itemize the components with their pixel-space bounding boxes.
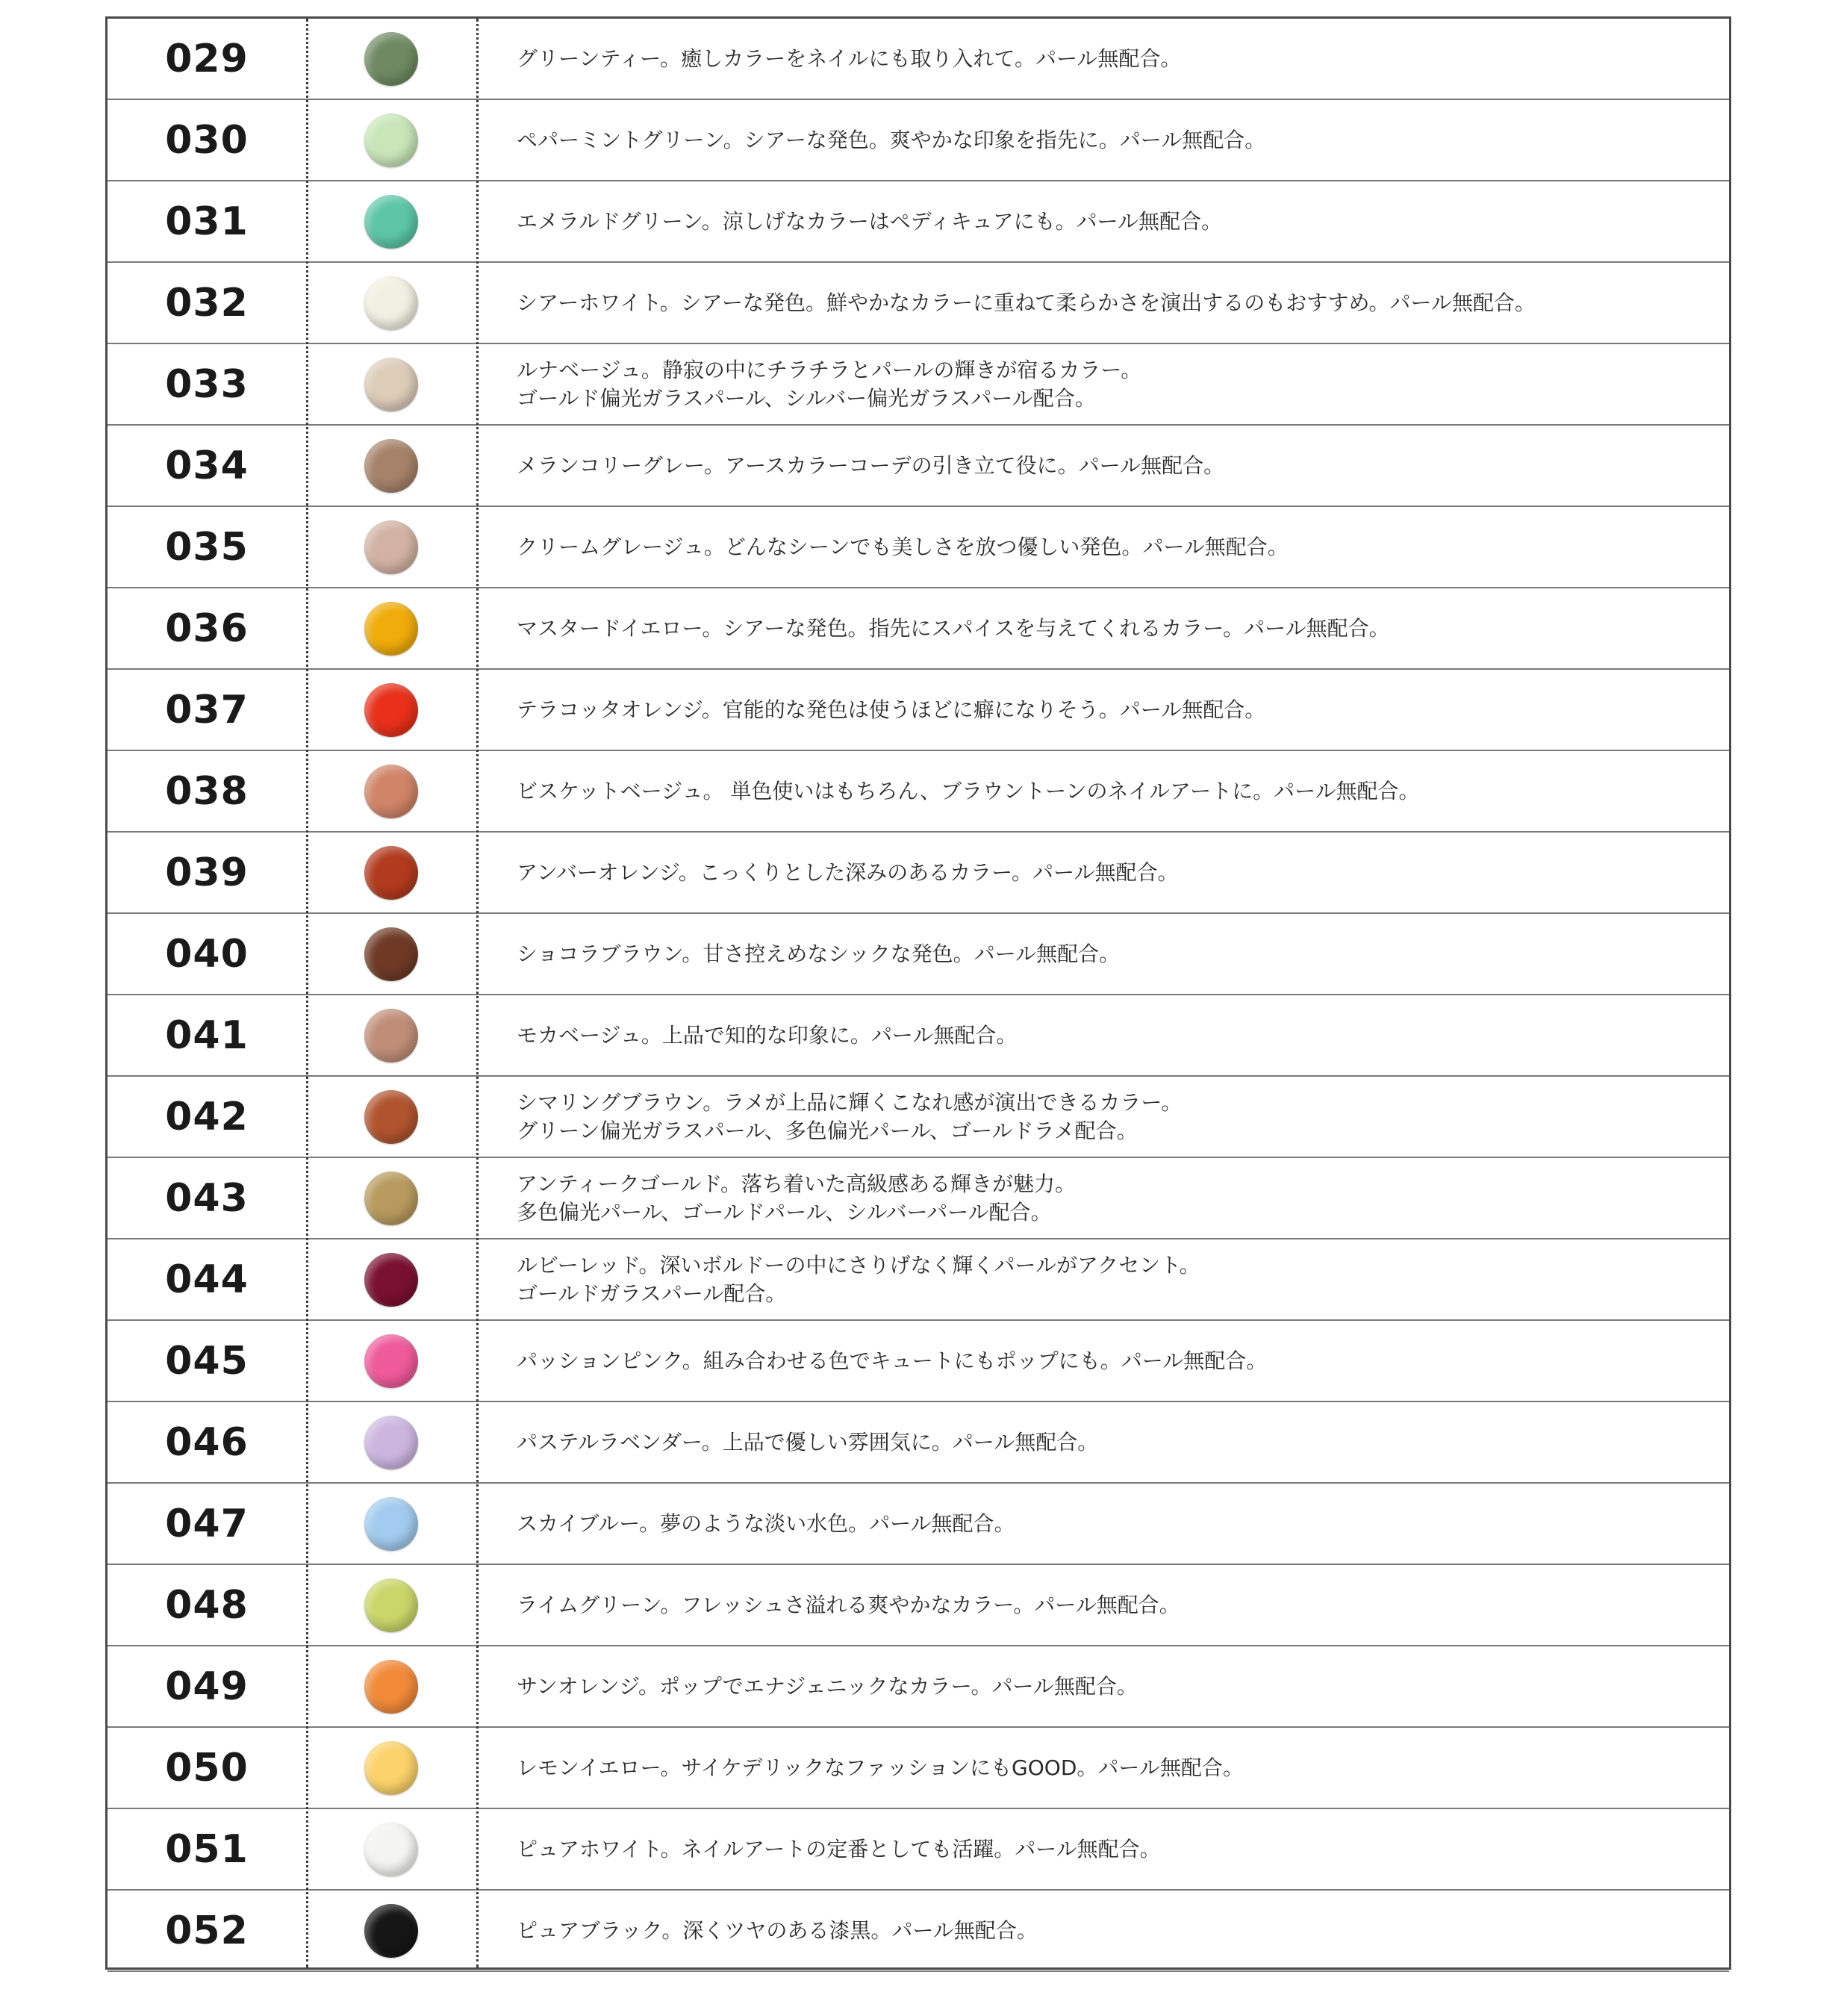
color-description: [517, 914, 1714, 994]
swatch-cell: [306, 1077, 476, 1157]
description-line: テラコッタオレンジ。官能的な発色は使うほどに癖になりそう。パール無配合。: [517, 697, 1266, 722]
color-description: [517, 1484, 1714, 1564]
swatch-cell: [306, 181, 476, 261]
color-code: 041: [165, 1012, 249, 1058]
color-description: [517, 1891, 1714, 1970]
color-code: 036: [165, 606, 249, 651]
table-row: [108, 670, 1729, 751]
color-swatch: [364, 1660, 418, 1714]
description-line: ライムグリーン。フレッシュさ溢れる爽やかなカラー。パール無配合。: [517, 1592, 1180, 1617]
description-line: ゴールド偏光ガラスパール、シルバー偏光ガラスパール配合。: [517, 385, 1096, 411]
color-description: [517, 263, 1714, 343]
swatch-cell: [306, 995, 476, 1075]
color-code: 034: [165, 443, 249, 488]
swatch-cell: [306, 100, 476, 180]
column-divider-left: [306, 19, 308, 1967]
color-swatch: [364, 195, 418, 249]
color-description: [517, 1809, 1714, 1889]
color-swatch: [364, 1090, 418, 1144]
color-description: [517, 100, 1714, 180]
swatch-cell: [306, 914, 476, 994]
color-swatch: [364, 1009, 418, 1063]
color-description: [517, 751, 1714, 831]
description-line: パッションピンク。組み合わせる色でキュートにもポップにも。パール無配合。: [517, 1348, 1268, 1373]
description-line: ルビーレッド。深いボルドーの中にさりげなく輝くパールがアクセント。: [517, 1252, 1200, 1278]
swatch-cell: [306, 263, 476, 343]
swatch-cell: [306, 1809, 476, 1889]
description-line: スカイブルー。夢のような淡い水色。パール無配合。: [517, 1511, 1015, 1536]
table-row: [108, 1891, 1729, 1972]
table-row: [108, 1321, 1729, 1402]
color-swatch: [364, 276, 418, 330]
swatch-cell: [306, 1646, 476, 1726]
swatch-cell: [306, 1484, 476, 1564]
color-code: 048: [165, 1582, 249, 1628]
color-code: 040: [165, 931, 249, 977]
color-code: 039: [165, 850, 249, 895]
swatch-cell: [306, 1239, 476, 1319]
swatch-cell: [306, 19, 476, 99]
color-code: 038: [165, 768, 249, 814]
table-row: [108, 1646, 1729, 1728]
color-description: [517, 1321, 1714, 1401]
description-line: ゴールドガラスパール配合。: [517, 1281, 787, 1306]
swatch-cell: [306, 426, 476, 505]
color-swatch: [364, 1172, 418, 1225]
color-swatch: [364, 1416, 418, 1469]
color-code: 033: [165, 361, 249, 407]
color-code: 047: [165, 1501, 249, 1546]
table-row: [108, 1728, 1729, 1809]
table-row: [108, 263, 1729, 344]
table-row: [108, 1809, 1729, 1891]
table-row: [108, 1239, 1729, 1321]
color-code: 031: [165, 199, 249, 244]
table-row: [108, 995, 1729, 1077]
description-line: パステルラベンダー。上品で優しい雰囲気に。パール無配合。: [517, 1429, 1099, 1455]
swatch-cell: [306, 670, 476, 750]
color-code: 049: [165, 1664, 249, 1709]
color-swatch: [364, 358, 418, 411]
color-swatch: [364, 32, 418, 86]
color-code: 046: [165, 1419, 249, 1465]
swatch-cell: [306, 751, 476, 831]
description-line: ペパーミントグリーン。シアーな発色。爽やかな印象を指先に。パール無配合。: [517, 127, 1266, 152]
color-code: 037: [165, 687, 249, 732]
description-line: 多色偏光パール、ゴールドパール、シルバーパール配合。: [517, 1199, 1052, 1225]
swatch-cell: [306, 1158, 476, 1238]
color-description: [517, 1158, 1714, 1238]
color-swatch: [364, 1253, 418, 1307]
table-row: [108, 588, 1729, 670]
description-line: モカベージュ。上品で知的な印象に。パール無配合。: [517, 1022, 1018, 1048]
table-row: [108, 100, 1729, 181]
swatch-cell: [306, 344, 476, 424]
color-swatch: [364, 1904, 418, 1958]
color-swatch: [364, 1334, 418, 1388]
description-line: シマリングブラウン。ラメが上品に輝くこなれ感が演出できるカラー。: [517, 1089, 1183, 1115]
color-description: [517, 1565, 1714, 1645]
table-row: [108, 1077, 1729, 1158]
color-code: 030: [165, 117, 249, 163]
color-description: [517, 588, 1714, 668]
description-line: グリーン偏光ガラスパール、多色偏光パール、ゴールドラメ配合。: [517, 1118, 1138, 1143]
description-line: メランコリーグレー。アースカラーコーデの引き立て役に。パール無配合。: [517, 452, 1225, 478]
color-swatch: [364, 927, 418, 981]
description-line: ピュアホワイト。ネイルアートの定番としても活躍。パール無配合。: [517, 1836, 1161, 1861]
color-code: 044: [165, 1257, 249, 1302]
color-code: 050: [165, 1745, 249, 1791]
description-line: マスタードイエロー。シアーな発色。指先にスパイスを与えてくれるカラー。パール無配合。: [517, 615, 1390, 641]
swatch-cell: [306, 833, 476, 912]
description-line: ピュアブラック。深くツヤのある漆黒。パール無配合。: [517, 1917, 1038, 1943]
color-code: 051: [165, 1826, 249, 1872]
color-description: [517, 1402, 1714, 1482]
description-line: ショコラブラウン。甘さ控えめなシックな発色。パール無配合。: [517, 941, 1121, 966]
table-row: [108, 914, 1729, 995]
color-swatch: [364, 439, 418, 493]
table-row: [108, 507, 1729, 588]
color-code: 045: [165, 1338, 249, 1384]
description-line: グリーンティー。癒しカラーをネイルにも取り入れて。パール無配合。: [517, 46, 1182, 71]
table-row: [108, 181, 1729, 263]
swatch-cell: [306, 1565, 476, 1645]
swatch-cell: [306, 1402, 476, 1482]
swatch-cell: [306, 1891, 476, 1970]
color-code: 042: [165, 1094, 249, 1139]
color-code: 052: [165, 1908, 249, 1953]
color-swatch: [364, 765, 418, 818]
table-row: [108, 1484, 1729, 1565]
description-line: アンバーオレンジ。こっくりとした深みのあるカラー。パール無配合。: [517, 859, 1179, 885]
swatch-cell: [306, 1728, 476, 1808]
description-line: クリームグレージュ。どんなシーンでも美しさを放つ優しい発色。パール無配合。: [517, 534, 1289, 559]
color-description: [517, 833, 1714, 912]
color-chart-table: [105, 16, 1731, 1970]
color-swatch: [364, 1497, 418, 1551]
color-description: [517, 995, 1714, 1075]
color-swatch: [364, 1578, 418, 1632]
color-swatch: [364, 1823, 418, 1876]
color-swatch: [364, 846, 418, 900]
color-description: [517, 19, 1714, 99]
color-code: 029: [165, 36, 249, 81]
color-description: [517, 1646, 1714, 1726]
color-description: [517, 1077, 1714, 1157]
table-row: [108, 1158, 1729, 1239]
description-line: ビスケットベージュ。 単色使いはもちろん、ブラウントーンのネイルアートに。パール無配合。: [517, 778, 1420, 803]
color-description: [517, 344, 1714, 424]
color-swatch: [364, 683, 418, 737]
description-line: エメラルドグリーン。涼しげなカラーはペディキュアにも。パール無配合。: [517, 208, 1223, 234]
color-swatch: [364, 602, 418, 656]
table-row: [108, 1402, 1729, 1484]
table-row: [108, 833, 1729, 914]
color-code: 032: [165, 280, 249, 326]
description-line: レモンイエロー。サイケデリックなファッションにもGOOD。パール無配合。: [517, 1755, 1244, 1780]
description-line: アンティークゴールド。落ち着いた高級感ある輝きが魅力。: [517, 1171, 1077, 1196]
table-row: [108, 344, 1729, 426]
description-line: シアーホワイト。シアーな発色。鮮やかなカラーに重ねて柔らかさを演出するのもおすすめ。パール無配合。: [517, 290, 1536, 315]
color-swatch: [364, 113, 418, 167]
color-description: [517, 181, 1714, 261]
table-row: [108, 751, 1729, 833]
swatch-cell: [306, 588, 476, 668]
color-code: 035: [165, 524, 249, 570]
swatch-cell: [306, 507, 476, 587]
color-swatch: [364, 1741, 418, 1795]
color-description: [517, 426, 1714, 505]
color-description: [517, 507, 1714, 587]
table-row: [108, 19, 1729, 100]
description-line: ルナベージュ。静寂の中にチラチラとパールの輝きが宿るカラー。: [517, 357, 1142, 382]
table-row: [108, 1565, 1729, 1646]
color-code: 043: [165, 1175, 249, 1221]
color-description: [517, 670, 1714, 750]
color-description: [517, 1728, 1714, 1808]
color-description: [517, 1239, 1714, 1319]
swatch-cell: [306, 1321, 476, 1401]
color-swatch: [364, 520, 418, 574]
description-line: サンオレンジ。ポップでエナジェニックなカラー。パール無配合。: [517, 1673, 1138, 1699]
column-divider-right: [476, 19, 479, 1967]
table-row: [108, 426, 1729, 507]
